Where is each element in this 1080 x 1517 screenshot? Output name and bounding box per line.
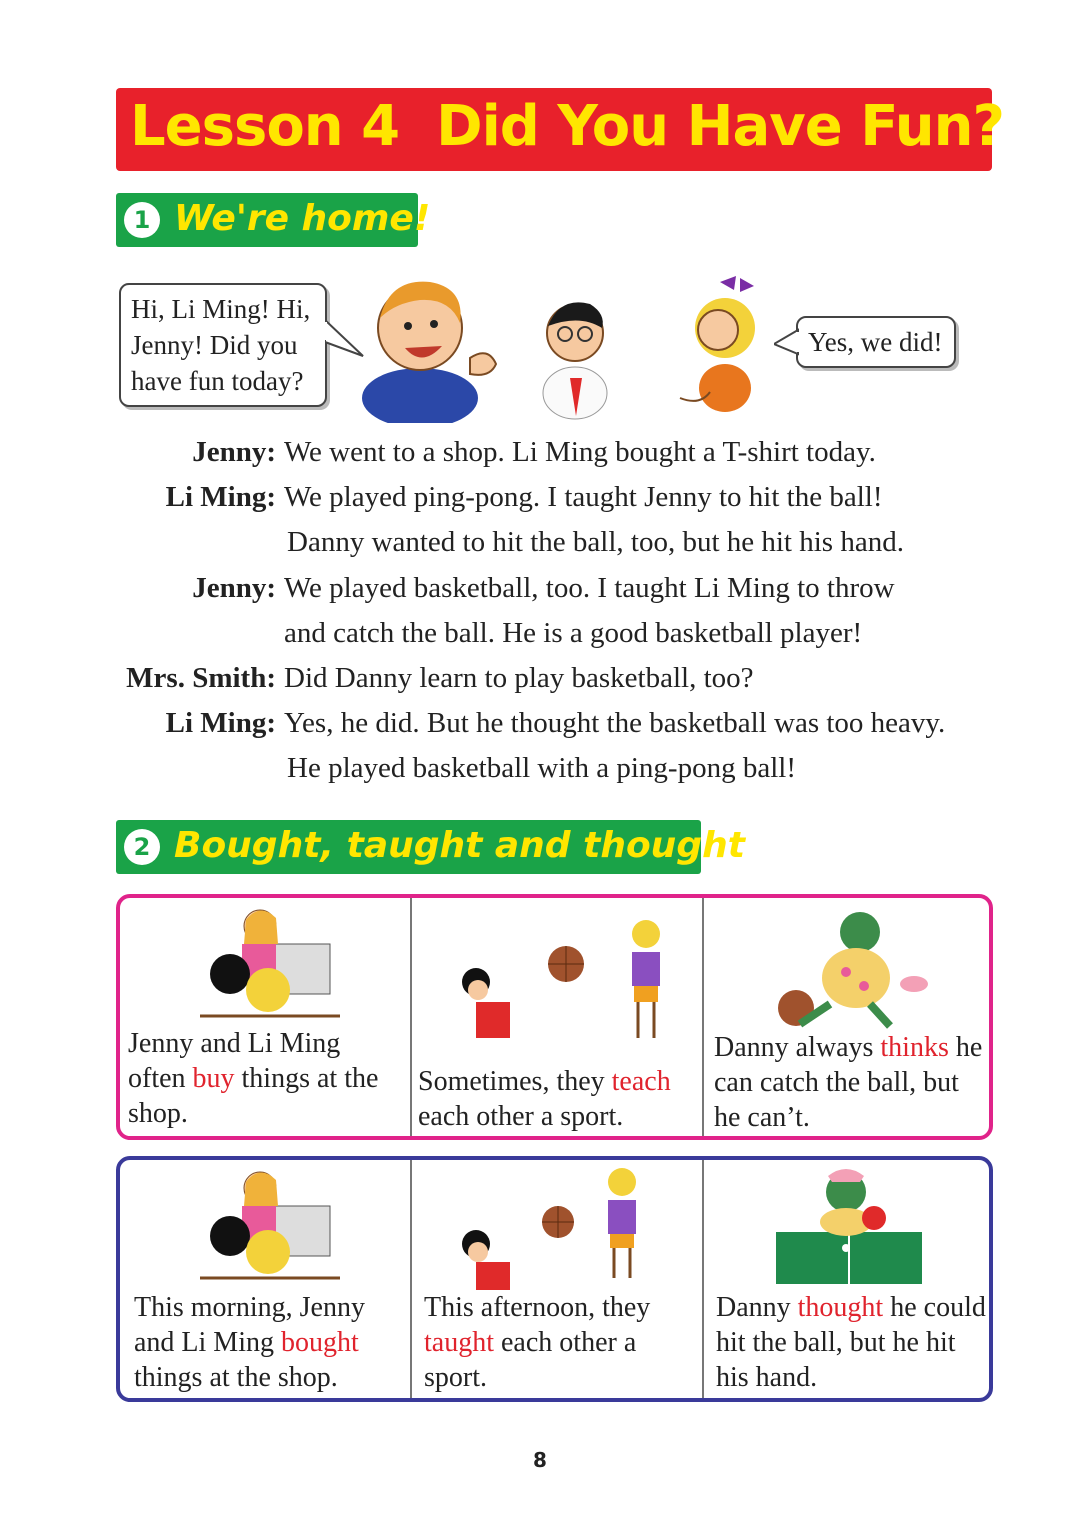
verb-taught: taught — [424, 1327, 494, 1358]
cell-divider — [410, 1160, 412, 1398]
speech-bubble-left — [119, 283, 327, 407]
section-1-header — [116, 193, 431, 247]
dialogue-line: He played basketball with a ping-pong ball! — [287, 752, 796, 784]
bubble-left-line: have fun today? — [131, 366, 304, 396]
characters-illustration — [360, 268, 780, 423]
dialogue — [0, 436, 1080, 796]
section-2-title: Bought, taught and thought — [174, 825, 745, 866]
past-sentence-bought: This morning, Jenny and Li Ming bought things at the shop. — [134, 1292, 365, 1393]
dialogue-line: We played basketball, too. I taught Li Ming to throw — [284, 572, 895, 604]
present-sentence-teach: Sometimes, they teach each other a sport. — [418, 1066, 671, 1132]
cell-divider — [702, 898, 704, 1136]
speaker-name: Mrs. Smith: — [126, 662, 276, 694]
section-1-title: We're home! — [174, 198, 431, 239]
speaker-name: Jenny: — [192, 436, 276, 468]
lesson-title: Lesson 4 Did You Have Fun? — [130, 94, 1004, 159]
bubble-left-line: Hi, Li Ming! Hi, — [131, 294, 311, 324]
danny-ping-pong-illustration — [776, 1166, 926, 1286]
verb-bought: bought — [281, 1327, 359, 1358]
speaker-name: Jenny: — [192, 572, 276, 604]
speech-bubble-right — [796, 316, 956, 368]
section-2-number: 2 — [124, 829, 160, 865]
bubble-left-line: Jenny! Did you — [131, 330, 298, 360]
present-sentence-buy: Jenny and Li Ming often buy things at the shop. — [128, 1028, 379, 1129]
dialogue-line: We went to a shop. Li Ming bought a T-shirt today. — [284, 436, 876, 468]
lesson-title-banner — [116, 88, 1004, 171]
basketball-throw-illustration — [446, 1164, 686, 1294]
basketball-throw-illustration — [446, 912, 686, 1052]
dialogue-line: Yes, he did. But he thought the basketball was too heavy. — [284, 707, 946, 739]
speech-bubble-left-tail — [325, 318, 365, 362]
verb-teach: teach — [611, 1066, 671, 1097]
page-number: 8 — [533, 1448, 547, 1472]
boy-curly-hair-figure — [362, 282, 496, 423]
dialogue-line: Danny wanted to hit the ball, too, but he hit his hand. — [287, 526, 904, 558]
cell-divider — [702, 1160, 704, 1398]
verb-thinks: thinks — [880, 1032, 949, 1063]
speaker-name: Li Ming: — [165, 707, 276, 739]
jenny-figure — [680, 276, 755, 412]
past-tense-box — [116, 1156, 993, 1402]
danny-sitting-illustration — [760, 912, 940, 1032]
present-sentence-thinks: Danny always thinks he can catch the ball, but he can’t. — [714, 1032, 983, 1133]
speech-bubble-right-tail — [774, 328, 800, 358]
past-sentence-thought: Danny thought he could hit the ball, but he hit his hand. — [716, 1292, 986, 1393]
dialogue-line: Did Danny learn to play basketball, too? — [284, 662, 754, 694]
shop-illustration — [190, 904, 350, 1022]
verb-buy: buy — [192, 1063, 235, 1094]
section-1-number: 1 — [124, 202, 160, 238]
shop-illustration — [190, 1166, 350, 1284]
dialogue-line: We played ping-pong. I taught Jenny to hit the ball! — [284, 481, 883, 513]
past-sentence-taught: This afternoon, they taught each other a sport. — [424, 1292, 651, 1393]
section-2-header — [116, 820, 745, 874]
cell-divider — [410, 898, 412, 1136]
bubble-right-text: Yes, we did! — [808, 327, 943, 357]
speaker-name: Li Ming: — [165, 481, 276, 513]
li-ming-figure — [543, 302, 607, 419]
dialogue-line: and catch the ball. He is a good basketball player! — [284, 617, 863, 649]
present-tense-box — [116, 894, 993, 1140]
verb-thought: thought — [797, 1292, 884, 1323]
